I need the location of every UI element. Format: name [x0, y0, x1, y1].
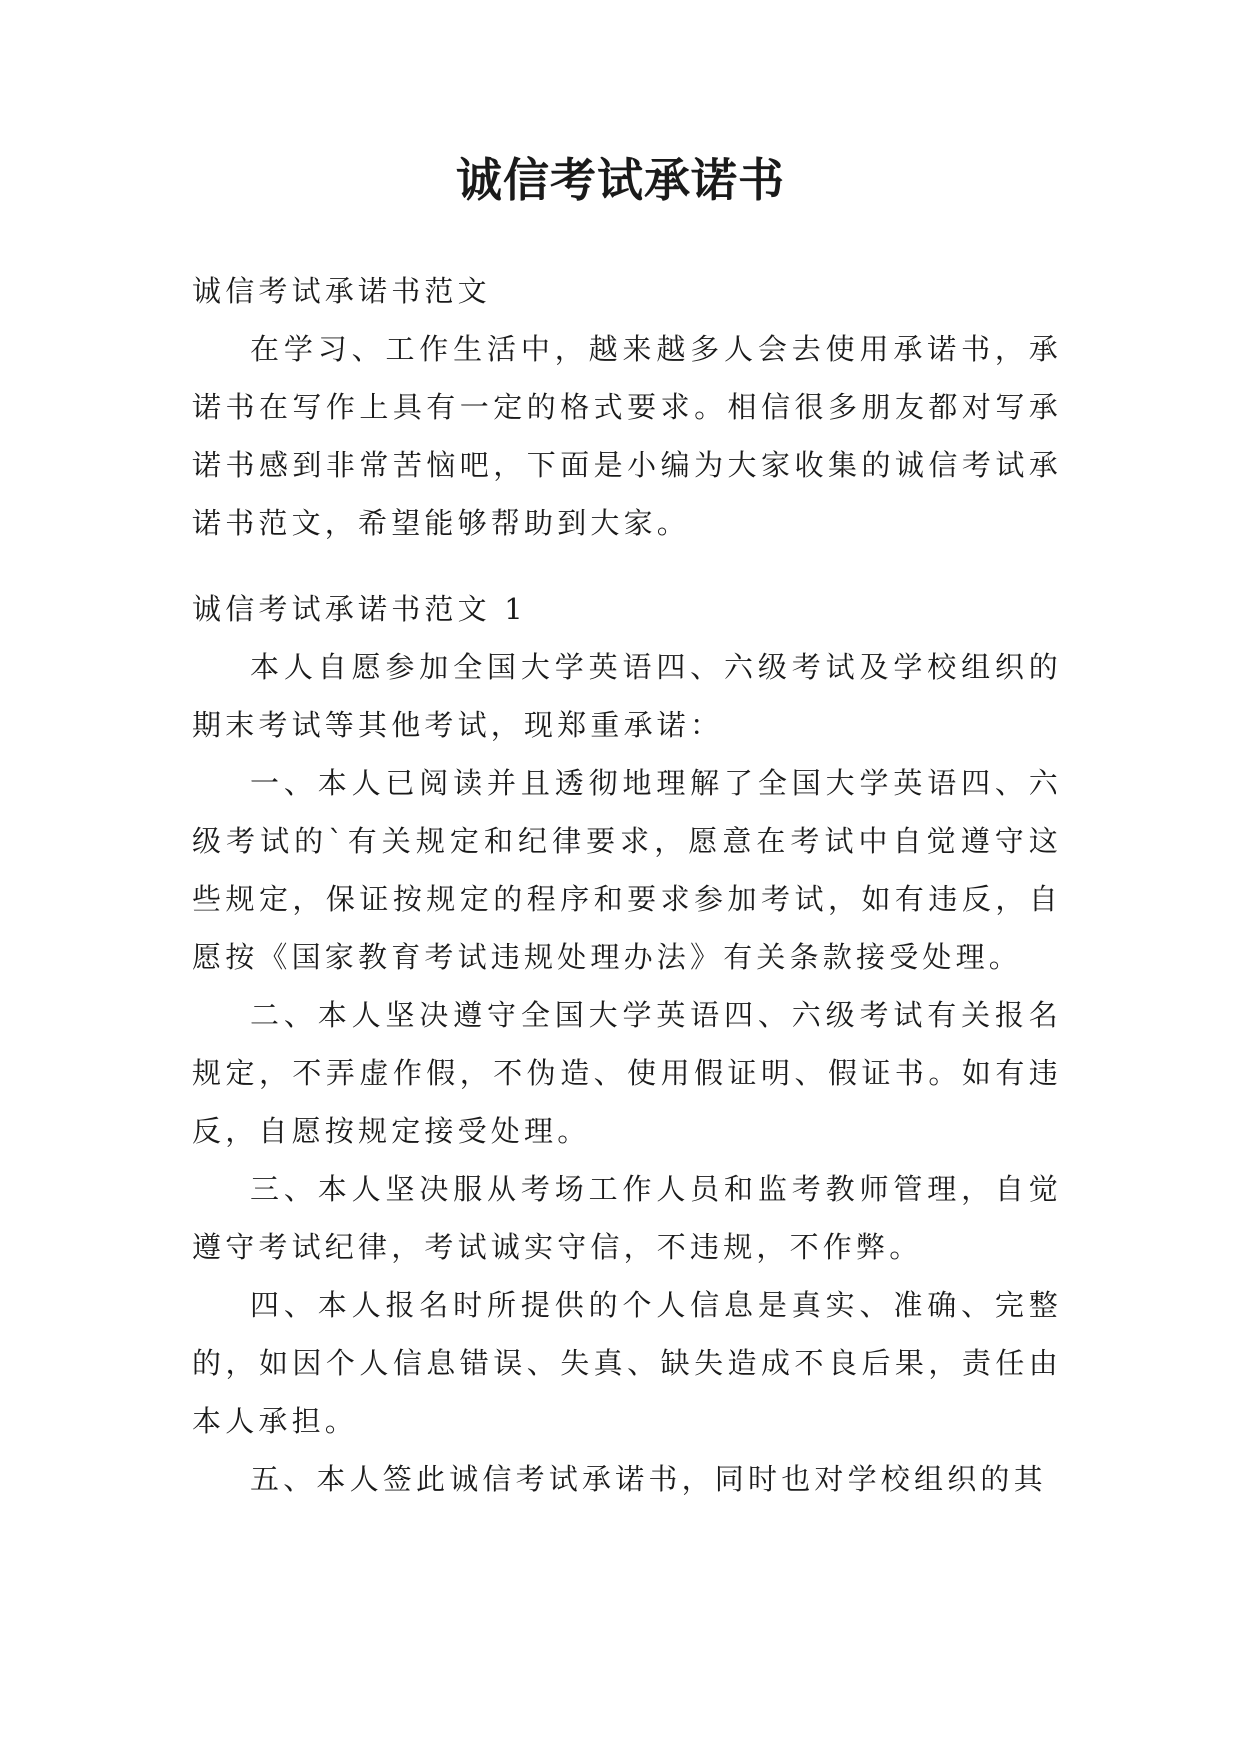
section-1-paragraph: 本人自愿参加全国大学英语四、六级考试及学校组织的期末考试等其他考试，现郑重承诺： — [192, 650, 1062, 742]
section-1-body — [192, 638, 1062, 1508]
section-1-heading: 诚信考试承诺书范文 1 — [192, 592, 527, 626]
document-title: 诚信考试承诺书 — [456, 153, 785, 207]
section-1-paragraph: 三、本人坚决服从考场工作人员和监考教师管理，自觉遵守考试纪律，考试诚实守信，不违规，不作弊。 — [192, 1172, 1062, 1264]
section-1-paragraph: 五、本人签此诚信考试承诺书，同时也对学校组织的其 — [250, 1462, 1047, 1496]
section-1-paragraph: 一、本人已阅读并且透彻地理解了全国大学英语四、六级考试的`有关规定和纪律要求，愿意在考试中自觉遵守这些规定，保证按规定的程序和要求参加考试，如有违反，自愿按《国家教育考试违规处理办法》有关条款接受处理。 — [192, 766, 1062, 974]
intro-heading: 诚信考试承诺书范文 — [192, 274, 491, 308]
section-1-paragraph: 二、本人坚决遵守全国大学英语四、六级考试有关报名规定，不弄虚作假，不伪造、使用假证明、假证书。如有违反，自愿按规定接受处理。 — [192, 998, 1062, 1148]
intro-paragraph: 在学习、工作生活中，越来越多人会去使用承诺书，承诺书在写作上具有一定的格式要求。相信很多朋友都对写承诺书感到非常苦恼吧，下面是小编为大家收集的诚信考试承诺书范文，希望能够帮助到大家。 — [192, 332, 1062, 540]
section-1-paragraph: 四、本人报名时所提供的个人信息是真实、准确、完整的，如因个人信息错误、失真、缺失造成不良后果，责任由本人承担。 — [192, 1288, 1062, 1438]
intro-body — [192, 320, 1062, 552]
